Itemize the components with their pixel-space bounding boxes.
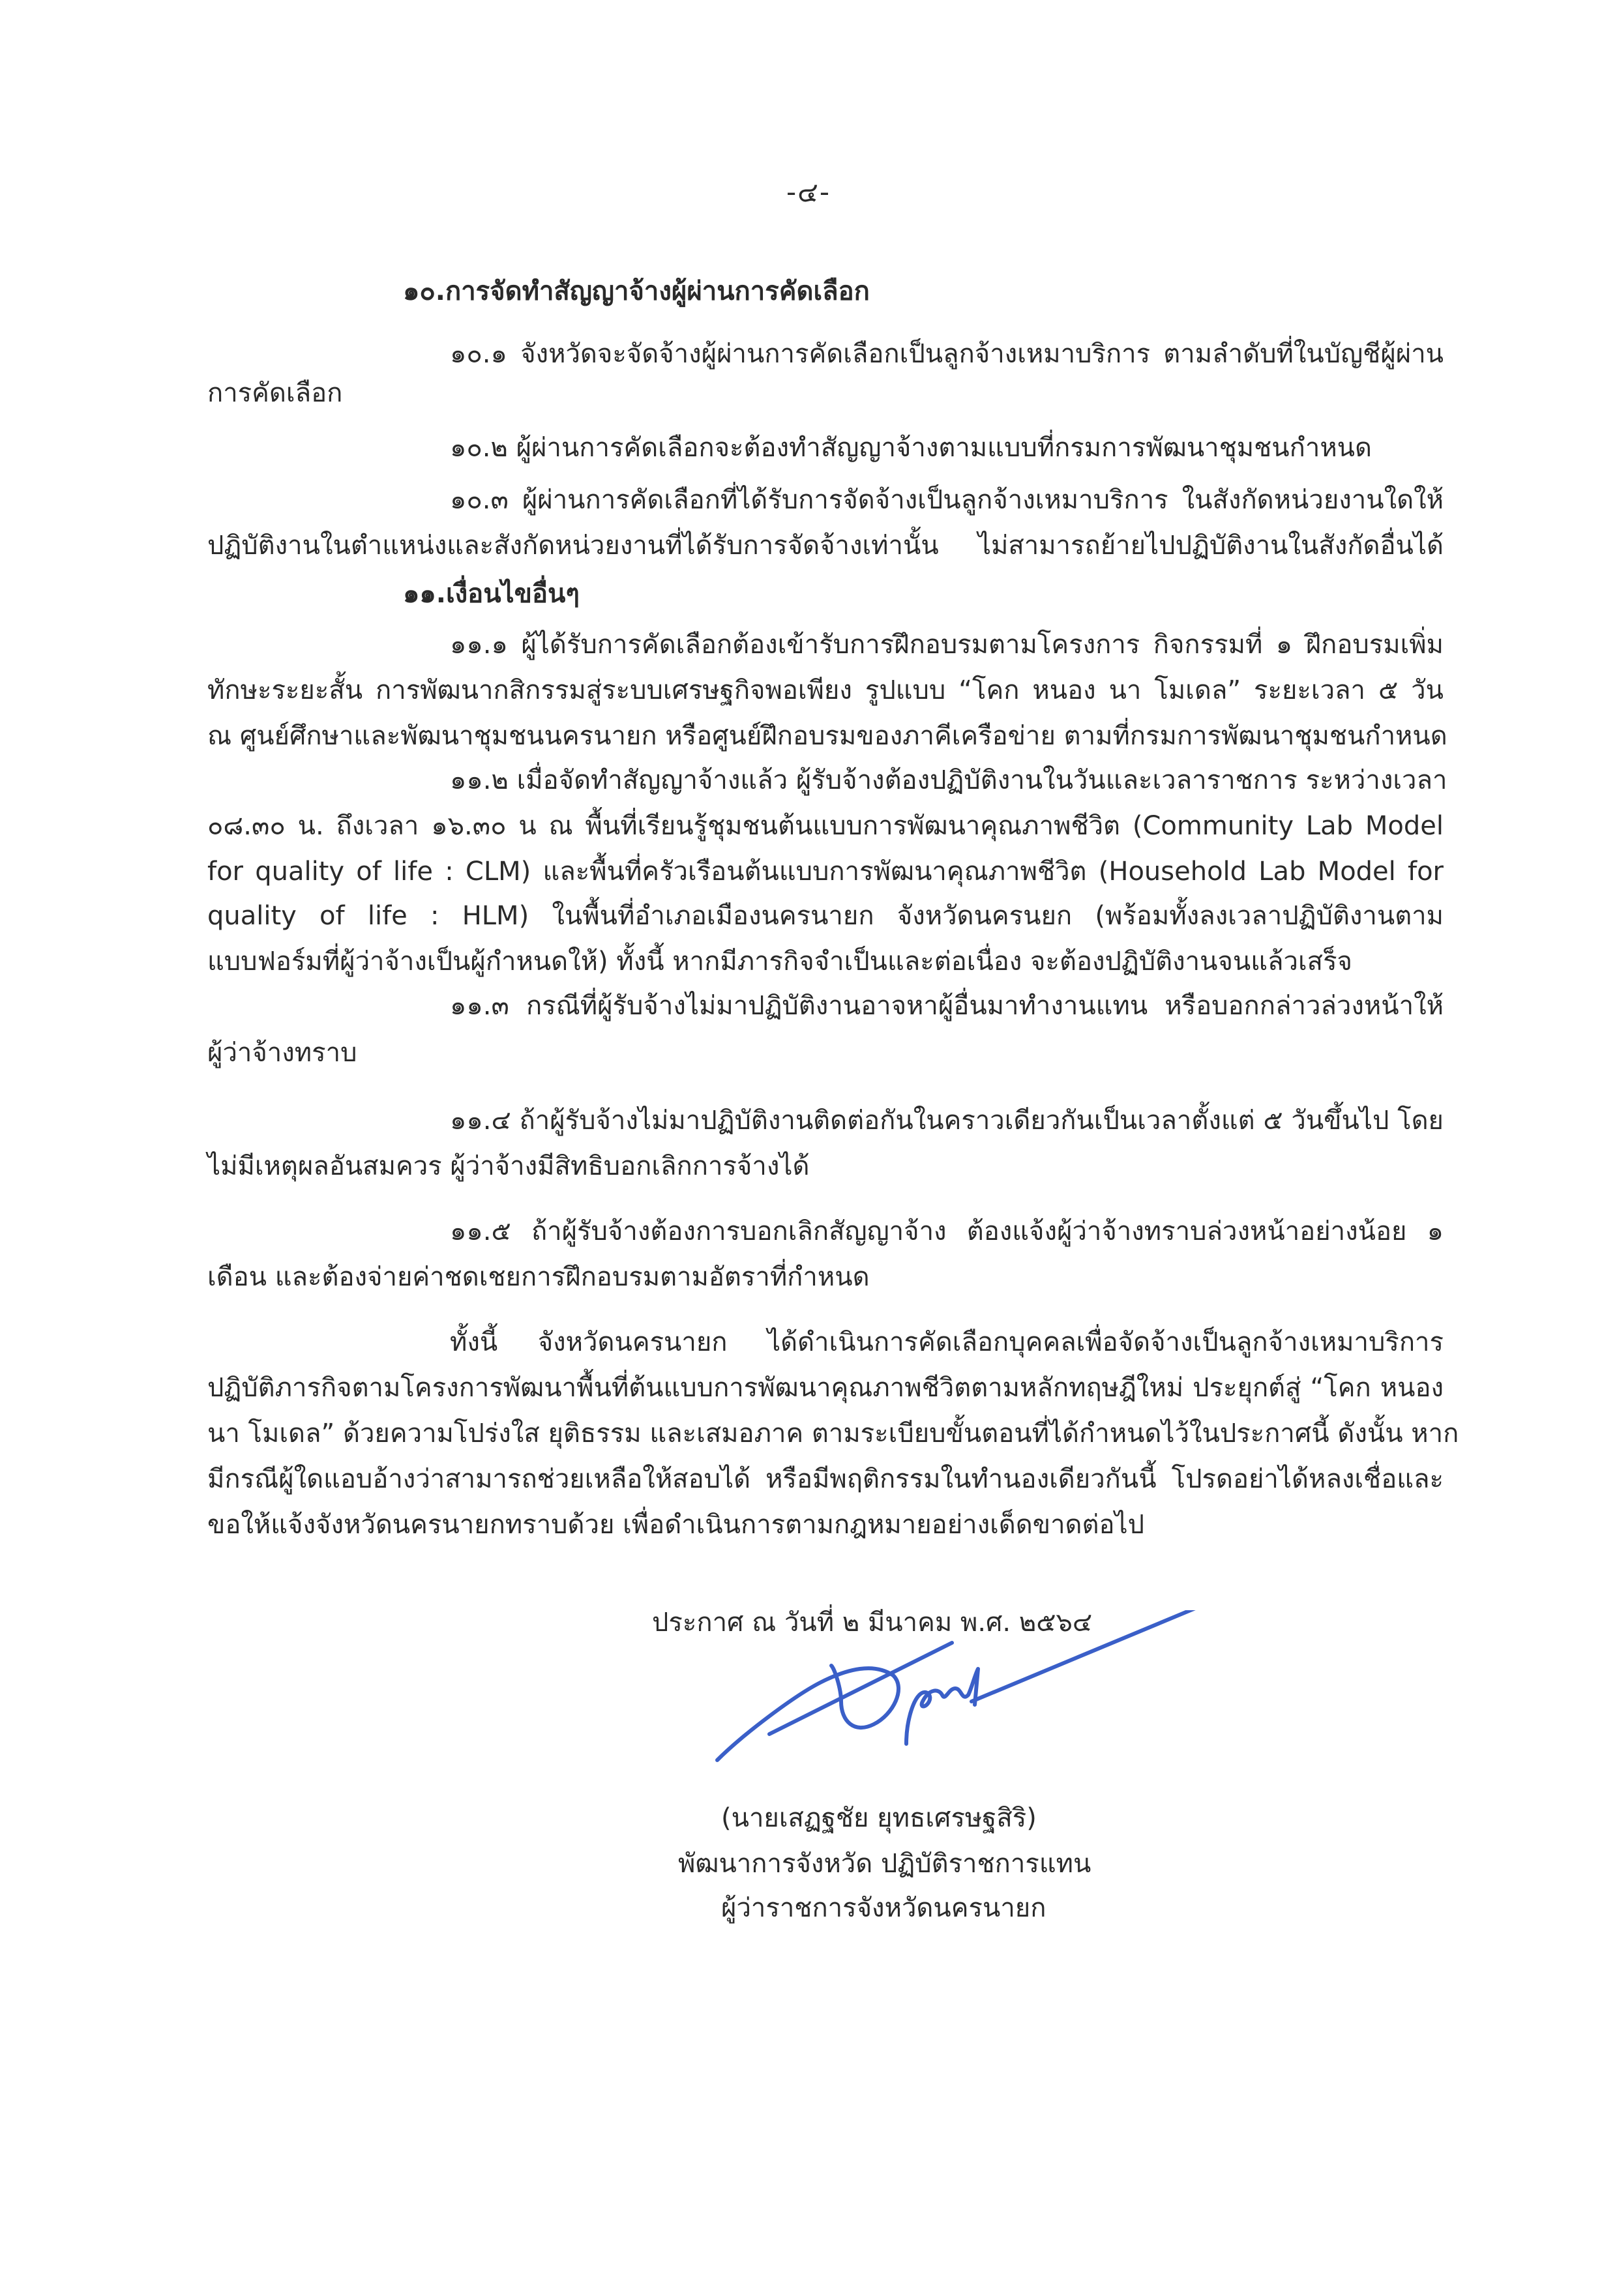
closing-line2: ปฏิบัติภารกิจตามโครงการพัฒนาพื้นที่ต้นแบบการพัฒนาคุณภาพชีวิตตามหลักทฤษฎีใหม่ ประยุกต์สู่ “โคก หนอง	[207, 1373, 1444, 1403]
item-11-4-line2: ไม่มีเหตุผลอันสมควร ผู้ว่าจ้างมีสิทธิบอกเลิกการจ้างได้	[207, 1151, 810, 1181]
item-10-3-line1: ๑๐.๓ ผู้ผ่านการคัดเลือกที่ได้รับการจัดจ้างเป็นลูกจ้างเหมาบริการ ในสังกัดหน่วยงานใดให้	[450, 485, 1444, 515]
section-10-heading: ๑๐.การจัดทำสัญญาจ้างผู้ผ่านการคัดเลือก	[403, 276, 870, 306]
item-10-3-line2: ปฏิบัติงานในตำแหน่งและสังกัดหน่วยงานที่ได้รับการจัดจ้างเท่านั้น ไม่สามารถย้ายไปปฏิบัติงานในสังกัดอื่นได้	[207, 531, 1444, 561]
item-11-2-line4: quality of life : HLM) ในพื้นที่อำเภอเมืองนครนายก จังหวัดนครนยก (พร้อมทั้งลงเวลาปฏิบัติงานตาม	[207, 901, 1444, 931]
item-10-2-line1: ๑๐.๒ ผู้ผ่านการคัดเลือกจะต้องทำสัญญาจ้างตามแบบที่กรมการพัฒนาชุมชนกำหนด	[450, 433, 1372, 463]
item-11-5-line1: ๑๑.๕ ถ้าผู้รับจ้างต้องการบอกเลิกสัญญาจ้าง ต้องแจ้งผู้ว่าจ้างทราบล่วงหน้าอย่างน้อย ๑	[450, 1216, 1444, 1246]
item-11-2-line1: ๑๑.๒ เมื่อจัดทำสัญญาจ้างแล้ว ผู้รับจ้างต้องปฏิบัติงานในวันและเวลาราชการ ระหว่างเวลา	[450, 765, 1447, 795]
item-11-2-line2: ๐๘.๓๐ น. ถึงเวลา ๑๖.๓๐ น ณ พื้นที่เรียนรู้ชุมชนต้นแบบการพัฒนาคุณภาพชีวิต (Community Lab Model	[207, 811, 1444, 841]
item-11-3-line1: ๑๑.๓ กรณีที่ผู้รับจ้างไม่มาปฏิบัติงานอาจหาผู้อื่นมาทำงานแทน หรือบอกกล่าวล่วงหน้าให้	[450, 991, 1444, 1021]
item-11-2-line3: for quality of life : CLM) และพื้นที่ครัวเรือนต้นแบบการพัฒนาคุณภาพชีวิต (Household Lab Model for	[207, 857, 1444, 887]
item-11-1-line2: ทักษะระยะสั้น การพัฒนากสิกรรมสู่ระบบเศรษฐกิจพอเพียง รูปแบบ “โคก หนอง นา โมเดล” ระยะเวลา ๕ วัน	[207, 675, 1444, 705]
closing-line4: มีกรณีผู้ใดแอบอ้างว่าสามารถช่วยเหลือให้สอบได้ หรือมีพฤติกรรมในทำนองเดียวกันนี้ โปรดอย่าได้หลงเชื่อและ	[207, 1464, 1444, 1494]
item-11-4-line1: ๑๑.๔ ถ้าผู้รับจ้างไม่มาปฏิบัติงานติดต่อกันในคราวเดียวกันเป็นเวลาตั้งแต่ ๕ วันขึ้นไป โดย	[450, 1106, 1444, 1136]
signatory-name: (นายเสฏฐชัย ยุทธเศรษฐสิริ)	[721, 1803, 1037, 1833]
item-10-1-line2: การคัดเลือก	[207, 378, 343, 408]
section-11-heading: ๑๑.เงื่อนไขอื่นๆ	[403, 579, 580, 609]
item-11-1-line1: ๑๑.๑ ผู้ได้รับการคัดเลือกต้องเข้ารับการฝึกอบรมตามโครงการ กิจกรรมที่ ๑ ฝึกอบรมเพิ่ม	[450, 630, 1444, 660]
item-11-5-line2: เดือน และต้องจ่ายค่าชดเชยการฝึกอบรมตามอัตราที่กำหนด	[207, 1262, 870, 1292]
signatory-position-2: ผู้ว่าราชการจังหวัดนครนายก	[721, 1893, 1046, 1923]
signatory-position-1: พัฒนาการจังหวัด ปฏิบัติราชการแทน	[678, 1849, 1091, 1879]
closing-line1: ทั้งนี้ จังหวัดนครนายก ได้ดำเนินการคัดเลือกบุคคลเพื่อจัดจ้างเป็นลูกจ้างเหมาบริการ	[450, 1327, 1444, 1357]
item-11-3-line2: ผู้ว่าจ้างทราบ	[207, 1038, 357, 1068]
signature-icon	[691, 1610, 1213, 1780]
item-11-2-line5: แบบฟอร์มที่ผู้ว่าจ้างเป็นผู้กำหนดให้) ทั้งนี้ หากมีภารกิจจำเป็นและต่อเนื่อง จะต้องปฏิบัติงานจนแล้วเสร็จ	[207, 947, 1352, 977]
closing-line3: นา โมเดล” ด้วยความโปร่งใส ยุติธรรม และเสมอภาค ตามระเบียบขั้นตอนที่ได้กำหนดไว้ในประกาศนี้ ดังนั้น หาก	[207, 1419, 1459, 1449]
announcement-date: ประกาศ ณ วันที่ ๒ มีนาคม พ.ศ. ๒๕๖๔	[652, 1608, 1093, 1638]
item-10-1-line1: ๑๐.๑ จังหวัดจะจัดจ้างผู้ผ่านการคัดเลือกเป็นลูกจ้างเหมาบริการ ตามลำดับที่ในบัญชีผู้ผ่าน	[450, 339, 1444, 369]
item-11-1-line3: ณ ศูนย์ศึกษาและพัฒนาชุมชนนครนายก หรือศูนย์ฝึกอบรมของภาคีเครือข่าย ตามที่กรมการพัฒนาชุมชนกำหนด	[207, 721, 1447, 751]
closing-line5: ขอให้แจ้งจังหวัดนครนายกทราบด้วย เพื่อดำเนินการตามกฎหมายอย่างเด็ดขาดต่อไป	[207, 1510, 1145, 1540]
page-number: -๔-	[786, 176, 831, 208]
